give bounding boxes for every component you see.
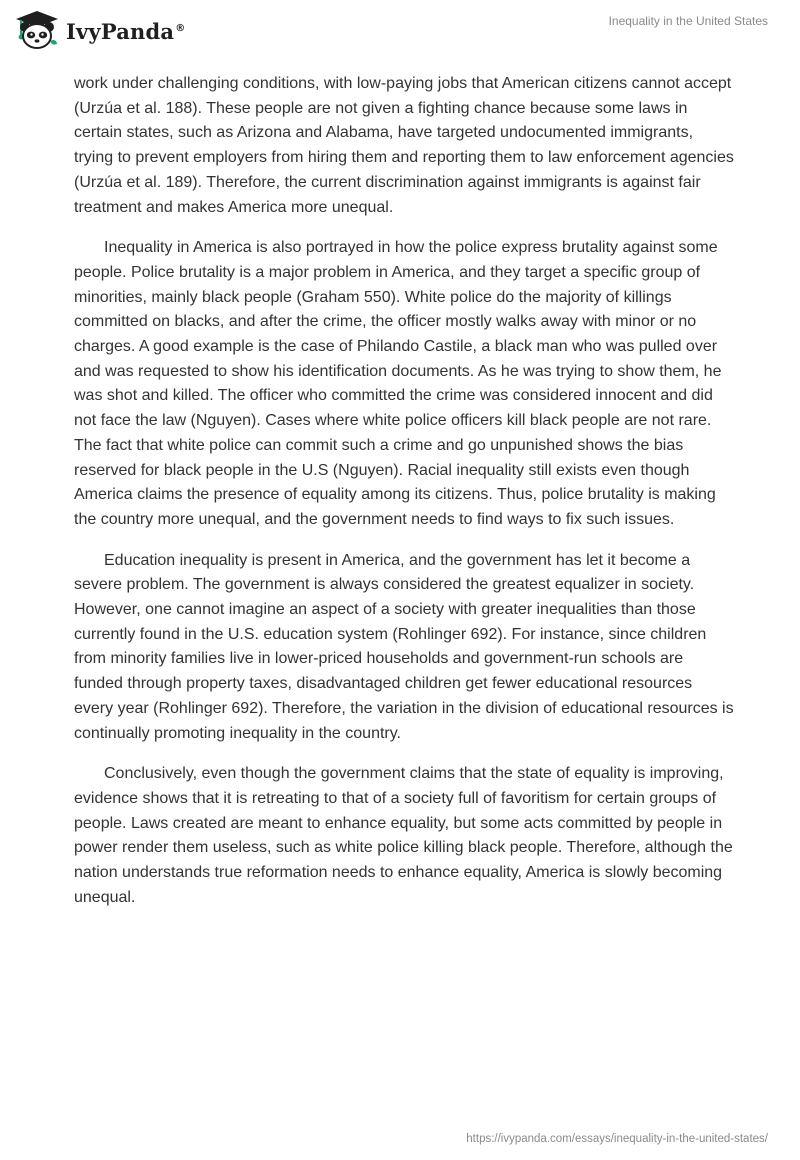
page-header [0, 0, 800, 64]
document-title: Inequality in the United States [608, 14, 768, 28]
registered-mark: ® [175, 22, 186, 34]
source-url-link[interactable]: https://ivypanda.com/essays/inequality-in-the-united-states/ [466, 1133, 768, 1145]
essay-paragraph: Conclusively, even though the government claims that the state of equality is improving, evidence shows that it is retreating to that of a society full of favoritism for certain groups of people. Laws created are meant to enhance equality, but some acts committed by people in power render them useless, such as white police killing black people. Therefore, although the nation understands true reformation needs to enhance equality, America is slowly becoming unequal. [74, 765, 733, 906]
essay-paragraph: Education inequality is present in America, and the government has let it become a severe problem. The government is always considered the greatest equalizer in society. However, one cannot imagine an aspect of a society with greater inequalities than those currently found in the U.S. education system (Rohlinger 692). For instance, since children from minority families live in lower-priced households and government-run schools are funded through property taxes, disadvantaged children get fewer educational resources every year (Rohlinger 692). Therefore, the variation in the division of educational resources is continually promoting inequality in the country. [74, 551, 734, 742]
brand-name: IvyPanda® [66, 18, 186, 44]
panda-graduation-cap-icon [14, 10, 60, 50]
essay-paragraph: work under challenging conditions, with low-paying jobs that American citizens cannot accept (Urzúa et al. 188). These people are not given a fighting chance because some laws in certain states, such as Arizona and Alabama, have targeted undocumented immigrants, trying to prevent employers from hiring them and reporting them to law enforcement agencies (Urzúa et al. 189). Therefore, the current discrimination against immigrants is against fair treatment and makes America more unequal. [74, 75, 734, 216]
ivypanda-logo[interactable] [14, 10, 185, 50]
essay-body [74, 72, 734, 927]
essay-paragraph: Inequality in America is also portrayed in how the police express brutality against some people. Police brutality is a major problem in America, and they target a specific group of minorities, mainly black people (Graham 550). White police do the majority of killings committed on blacks, and after the crime, the officer mostly walks away with minor or no charges. A good example is the case of Philando Castile, a black man who was pulled over and was requested to show his identification documents. As he was trying to show them, he was shot and killed. The officer who committed the crime was considered innocent and did not face the law (Nguyen). Cases where white police officers kill black people are not rare. The fact that white police can commit such a crime and go unpunished shows the bias reserved for black people in the U.S (Nguyen). Racial inequality still exists even though America claims the presence of equality among its citizens. Thus, police brutality is making the country more unequal, and the government needs to find ways to fix such issues. [74, 239, 722, 528]
